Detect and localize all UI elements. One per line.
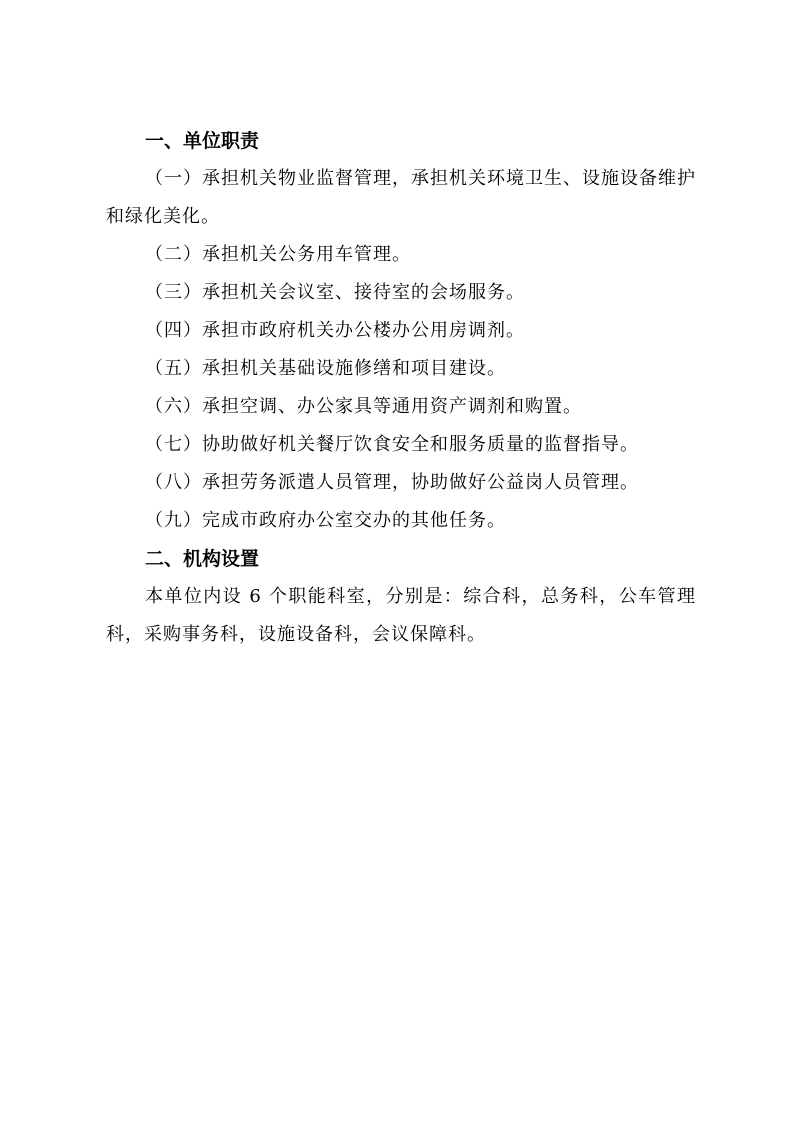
- duty-item-3: （三）承担机关会议室、接待室的会场服务。: [145, 282, 525, 303]
- duty-item-8: （八）承担劳务派遣人员管理，协助做好公益岗人员管理。: [145, 472, 639, 493]
- duty-item-2: （二）承担机关公务用车管理。: [145, 244, 411, 265]
- duty-item-1: （一）承担机关物业监督管理，承担机关环境卫生、设施设备维护和绿化美化。: [106, 168, 696, 227]
- document-body: [106, 122, 696, 654]
- section-heading-organization: 二、机构设置: [145, 548, 260, 570]
- duty-item-7: （七）协助做好机关餐厅饮食安全和服务质量的监督指导。: [145, 434, 639, 455]
- section-heading-unit-duties: 一、单位职责: [145, 130, 260, 152]
- duty-item-5: （五）承担机关基础设施修缮和项目建设。: [145, 358, 506, 379]
- duty-item-4: （四）承担市政府机关办公楼办公用房调剂。: [145, 320, 525, 341]
- duty-item-6: （六）承担空调、办公家具等通用资产调剂和购置。: [145, 396, 582, 417]
- organization-paragraph: 本单位内设 6 个职能科室，分别是：综合科，总务科，公车管理科，采购事务科，设施设备科，会议保障科。: [106, 586, 696, 645]
- duty-item-9: （九）完成市政府办公室交办的其他任务。: [145, 510, 506, 531]
